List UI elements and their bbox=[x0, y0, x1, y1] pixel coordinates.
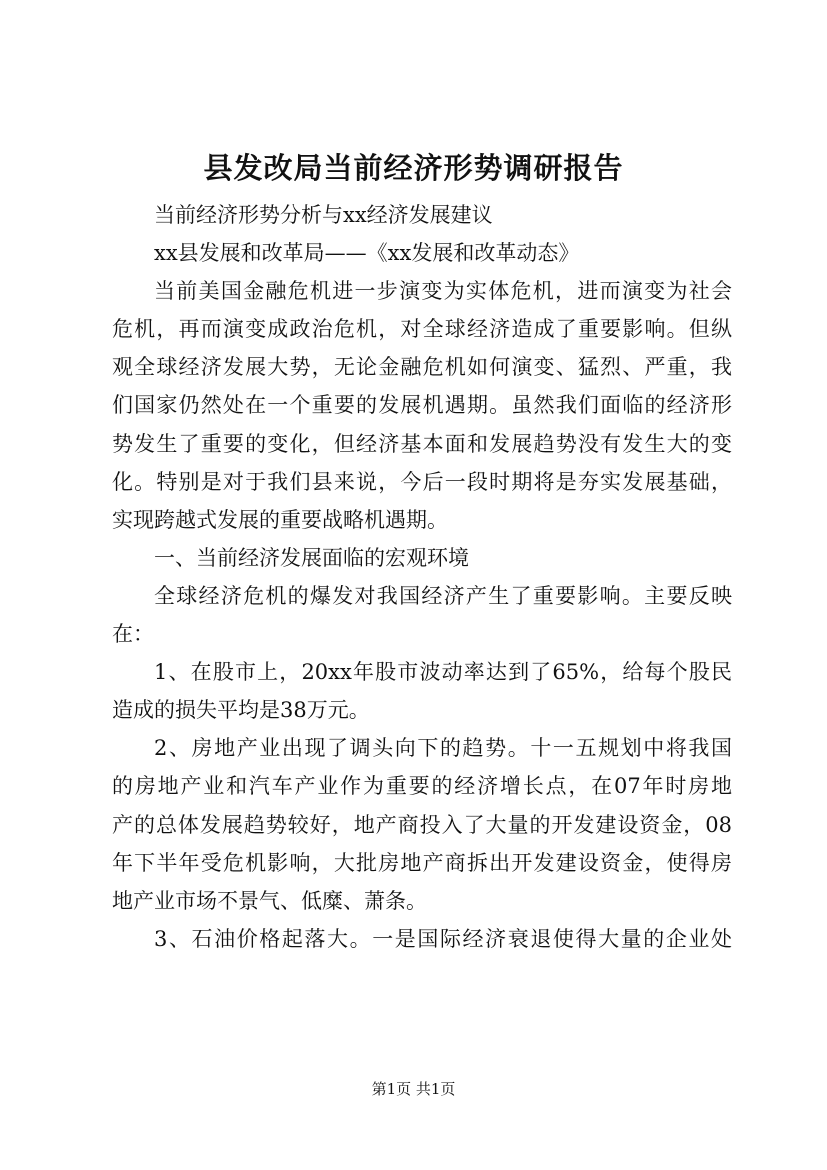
page-footer: 第1页 共1页 bbox=[371, 1080, 456, 1098]
text-line: 当前美国金融危机进一步演变为实体危机，进而演变为社会 bbox=[154, 279, 732, 304]
text-line: 实现跨越式发展的重要战略机遇期。 bbox=[112, 507, 448, 532]
text-line: 一、当前经济发展面临的宏观环境 bbox=[154, 545, 469, 570]
text-line: 1、在股市上，20xx年股市波动率达到了65%，给每个股民 bbox=[154, 660, 732, 685]
text-line: xx县发展和改革局——《xx发展和改革动态》 bbox=[154, 241, 580, 266]
text-line: 势发生了重要的变化，但经济基本面和发展趋势没有发生大的变 bbox=[112, 431, 732, 456]
text-line: 造成的损失平均是38万元。 bbox=[112, 698, 370, 723]
document-body bbox=[112, 196, 732, 958]
text-line: 在： bbox=[112, 622, 154, 647]
text-line: 的房地产业和汽车产业作为重要的经济增长点，在07年时房地 bbox=[112, 774, 732, 799]
text-line: 2、房地产业出现了调头向下的趋势。十一五规划中将我国 bbox=[154, 736, 732, 761]
document-title: 县发改局当前经济形势调研报告 bbox=[203, 151, 624, 185]
text-line: 年下半年受危机影响，大批房地产商拆出开发建设资金，使得房 bbox=[112, 850, 732, 875]
text-line: 们国家仍然处在一个重要的发展机遇期。虽然我们面临的经济形 bbox=[112, 393, 732, 418]
text-line: 化。特别是对于我们县来说，今后一段时期将是夯实发展基础， bbox=[112, 469, 732, 494]
text-line: 地产业市场不景气、低糜、萧条。 bbox=[112, 888, 427, 913]
text-line: 危机，再而演变成政治危机，对全球经济造成了重要影响。但纵 bbox=[112, 317, 732, 342]
text-line: 全球经济危机的爆发对我国经济产生了重要影响。主要反映 bbox=[154, 583, 732, 608]
text-line: 观全球经济发展大势，无论金融危机如何演变、猛烈、严重，我 bbox=[112, 355, 732, 380]
text-line: 产的总体发展趋势较好，地产商投入了大量的开发建设资金，08 bbox=[112, 812, 732, 837]
text-line: 当前经济形势分析与xx经济发展建议 bbox=[154, 203, 493, 227]
text-line: 3、石油价格起落大。一是国际经济衰退使得大量的企业处 bbox=[154, 926, 732, 951]
